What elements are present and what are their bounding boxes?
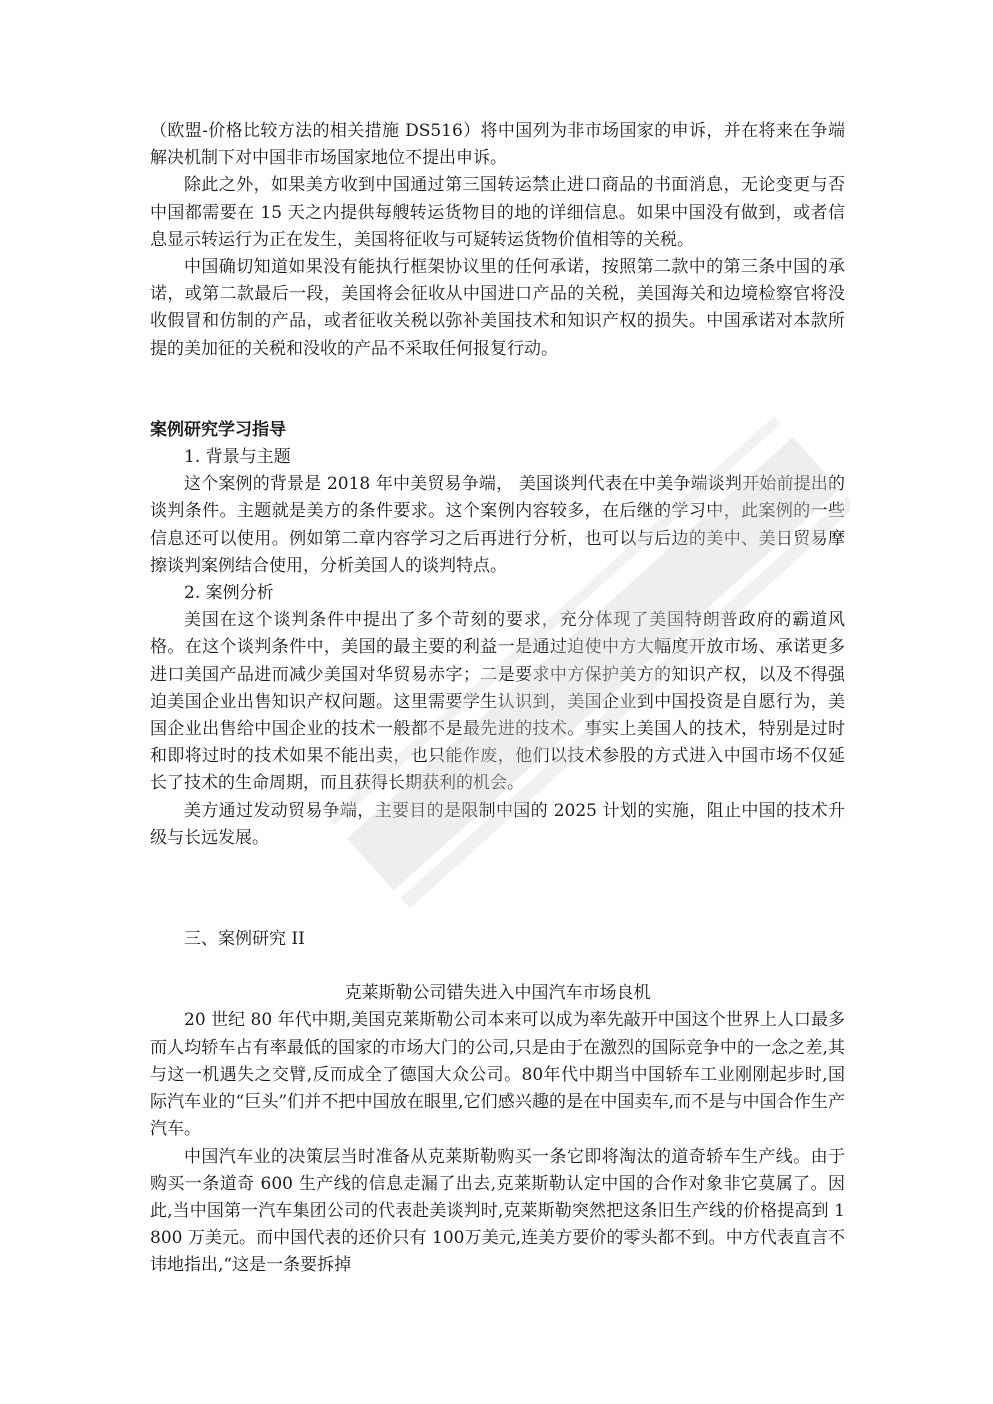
case-paragraph-chrysler: 20 世纪 80 年代中期,美国克莱斯勒公司本来可以成为率先敲开中国这个世界上人口最多而人均轿车占有率最低的国家的市场大门的公司,只是由于在激烈的国际竞争中的一念之差,其与这一机遇失之交臂,反而成全了德国大众公司。80年代中期当中国轿车工业刚刚起步时,国际汽车业的“巨头”们并不把中国放在眼里,它们感兴趣的是在中国卖车,而不是与中国合作生产汽车。 (150, 1010, 845, 1140)
spacer (150, 906, 845, 926)
case-paragraph-dodge-line: 中国汽车业的决策层当时准备从克莱斯勒购买一条它即将淘汰的道奇轿车生产线。由于购买一条道奇 600 生产线的信息走漏了出去,克莱斯勒认定中国的合作对象非它莫属了。因此,当中国第一汽车集团公司的代表赴美谈判时,克莱斯勒突然把这条旧生产线的价格提高到 1 800 万美元。而中国代表的还价只有 100万美元,连美方要价的零头都不到。中方代表直言不讳地指出,“这是一条要拆掉 (150, 1146, 845, 1276)
paragraph-retaliation: 中国确切知道如果没有能执行框架协议里的任何承诺，按照第二款中的第三条中国的承诺，或第二款最后一段，美国将会征收从中国进口产品的关税，美国海关和边境检察官将没收假冒和仿制的产品，或者征收关税以弥补美国技术和知识产权的损失。中国承诺对本款所提的美加征的关税和没收的产品不采取任何报复行动。 (150, 257, 845, 359)
spacer (150, 953, 845, 980)
guide-paragraph-analysis: 美国在这个谈判条件中提出了多个苛刻的要求，充分体现了美国特朗普政府的霸道风格。在这个谈判条件中，美国的最主要的利益一是通过迫使中方大幅度开放市场、承诺更多进口美国产品进而减少美国对华贸易赤字；二是要求中方保护美方的知识产权，以及不得强迫美国企业出售知识产权问题。这里需要学生认识到，美国企业到中国投资是自愿行为，美国企业出售给中国企业的技术一般都不是最先进的技术。事实上美国人的技术，特别是过时和即将过时的技术如果不能出卖，也只能作废，他们以技术参股的方式进入中国市场不仅延长了技术的生命周期，而且获得长期获利的机会。 (150, 610, 845, 794)
case-title: 克莱斯勒公司错失进入中国汽车市场良机 (344, 983, 651, 1004)
document-page (150, 118, 845, 1280)
guide-subheading-background: 1. 背景与主题 (184, 447, 291, 468)
section-heading-case-2: 三、案例研究 II (184, 929, 305, 950)
guide-paragraph-purpose: 美方通过发动贸易争端，主要目的是限制中国的 2025 计划的实施，阻止中国的技术升级与长远发展。 (150, 800, 845, 848)
guide-heading: 案例研究学习指导 (150, 419, 286, 440)
spacer (150, 852, 845, 906)
spacer (150, 363, 845, 417)
guide-subheading-analysis: 2. 案例分析 (184, 583, 274, 604)
guide-paragraph-background: 这个案例的背景是 2018 年中美贸易争端， 美国谈判代表在中美争端谈判开始前提出的谈判条件。主题就是美方的条件要求。这个案例内容较多，在后继的学习中，此案例的一些信息还可以使用。例如第二章内容学习之后再进行分析，也可以与后边的美中、美日贸易摩擦谈判案例结合使用，分析美国人的谈判特点。 (150, 474, 845, 576)
paragraph-transshipment: 除此之外，如果美方收到中国通过第三国转运禁止进口商品的书面消息，无论变更与否中国都需要在 15 天之内提供每艘转运货物目的地的详细信息。如果中国没有做到，或者信息显示转运行为正在发生，美国将征收与可疑转运货物价值相等的关税。 (150, 175, 845, 250)
paragraph-eu-ds516: （欧盟-价格比较方法的相关措施 DS516）将中国列为非市场国家的申诉，并在将来在争端解决机制下对中国非市场国家地位不提出申诉。 (150, 121, 845, 169)
